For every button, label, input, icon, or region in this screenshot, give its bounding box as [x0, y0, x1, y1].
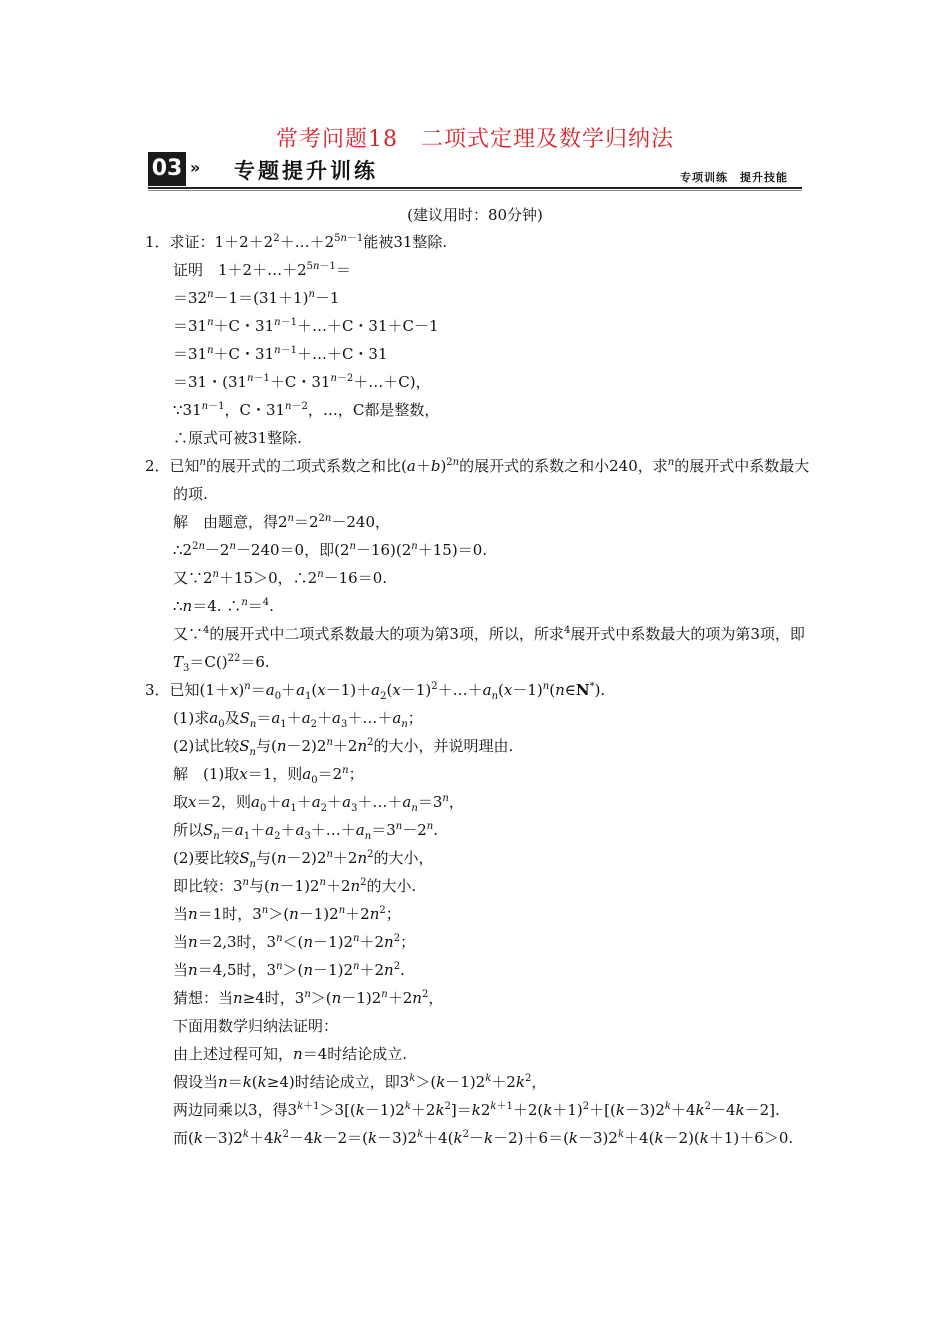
text-line: 由上述过程可知，n＝4时结论成立.: [173, 1045, 407, 1063]
text-line: $=31^n+C$・$31^{n-1}+\dots+C$・31＋C－1: [173, 317, 439, 335]
text-line: 2．已知$^n$的展开式的二项式系数之和比$(a+b)^{2n}$的展开式的系数之和小240，求$^n$的展开式中系数最大的项.: [145, 457, 810, 503]
text-line: $\therefore 2^{2n}-2^n-240=0$，即$(2^n-16)(2^n+15)=0$.: [173, 541, 488, 559]
text-line: $=31^n+C$・$31^{n-1}+\dots+C$・31: [173, 345, 388, 363]
text-line: (2)试比较$S_n$与$(n-2)2^n+2n^2$的大小，并说明理由.: [173, 737, 514, 758]
text-line: ∴原式可被31整除.: [173, 429, 302, 447]
text-line: 即比较：3$^n$与$(n-1)2^n+2n^2$的大小.: [173, 877, 417, 895]
text-line: 两边同乘以3，得$3^{k+1}>3[(k-1)2^k+2k^2]=k2^{k+1}+2(k+1)^2+[(k-3)2^k+4k^2-4k-2]$.: [173, 1101, 780, 1119]
text-line: 下面用数学归纳法证明：: [173, 1017, 339, 1035]
text-line: 1．求证：$1+2+2^2+\dots+2^{5n-1}$能被31整除.: [145, 233, 448, 251]
chevron-icon: »: [190, 158, 201, 177]
text-line: 猜想：当n≥4时，$3^n>(n-1)2^n+2n^2$，: [173, 989, 444, 1007]
section-tagline: 专项训练 提升技能: [680, 171, 788, 184]
text-line: $\because 31^{n-1}$，C・$31^{n-2}$，…，C都是整数，: [173, 401, 440, 419]
text-line: 当n＝4,5时，$3^n>(n-1)2^n+2n^2$.: [173, 961, 405, 979]
text-line: 当n＝1时，$3^n>(n-1)2^n+2n^2$；: [173, 905, 401, 923]
page-title: 常考问题18 二项式定理及数学归纳法: [276, 127, 674, 152]
document-body: [145, 228, 815, 1152]
text-line: $=32^n-1=(31+1)^n-1$: [173, 289, 340, 307]
banner-rule-thin: [148, 190, 802, 191]
text-line: ＝31・($31^{n-1}+C$・$31^{n-2}+\dots+C$)，: [173, 373, 431, 391]
text-line: 而$(k-3)2^k+4k^2-4k-2=(k-3)2^k+4(k^2-k-2)+6=(k-3)2^k+4(k-2)(k+1)+6>0$.: [173, 1129, 794, 1147]
banner-rule: [148, 187, 802, 189]
text-line: 又∵$^4$的展开式中二项式系数最大的项为第3项，所以，所求$^4$展开式中系数最大的项为第3项，即 $T_3=C()^{22}=6$.: [173, 625, 805, 674]
section-banner: [148, 150, 802, 190]
text-line: 取x＝2，则$a_0+a_1+a_2+a_3+\dots+a_n=3^n$，: [173, 793, 464, 814]
text-line: ∴n＝4. ∴$^n$＝$^4$.: [173, 597, 274, 615]
suggested-time: (建议用时：80分钟): [407, 206, 543, 224]
text-line: 解 由题意，得$2^n=2^{2n}-240$，: [173, 513, 391, 531]
text-line: 假设当n＝k(k≥4)时结论成立，即$3^k>(k-1)2^k+2k^2$，: [173, 1073, 547, 1091]
section-number-badge: 03: [148, 152, 186, 186]
text-line: 所以$S_n=a_1+a_2+a_3+\dots+a_n=3^n-2^n$.: [173, 821, 438, 842]
text-line: (2)要比较$S_n$与$(n-2)2^n+2n^2$的大小，: [173, 849, 434, 870]
section-heading: 专题提升训练: [234, 159, 378, 183]
text-line: 3．已知$(1+x)^n=a_0+a_1(x-1)+a_2(x-1)^2+\dots+a_n(x-1)^n(n\in N^*)$.: [145, 681, 606, 702]
text-line: (1)求$a_0$及$S_n=a_1+a_2+a_3+\dots+a_n$；: [173, 709, 423, 730]
text-line: 又$\because 2^n+15>0$，$\therefore 2^n-16=0$.: [173, 569, 388, 587]
text-line: 证明 $1+2+\dots+2^{5n-1}=$: [173, 261, 351, 279]
text-line: 当n＝2,3时，$3^n<(n-1)2^n+2n^2$；: [173, 933, 416, 951]
text-line: 解 (1)取x＝1，则$a_0=2^n$；: [173, 765, 364, 786]
